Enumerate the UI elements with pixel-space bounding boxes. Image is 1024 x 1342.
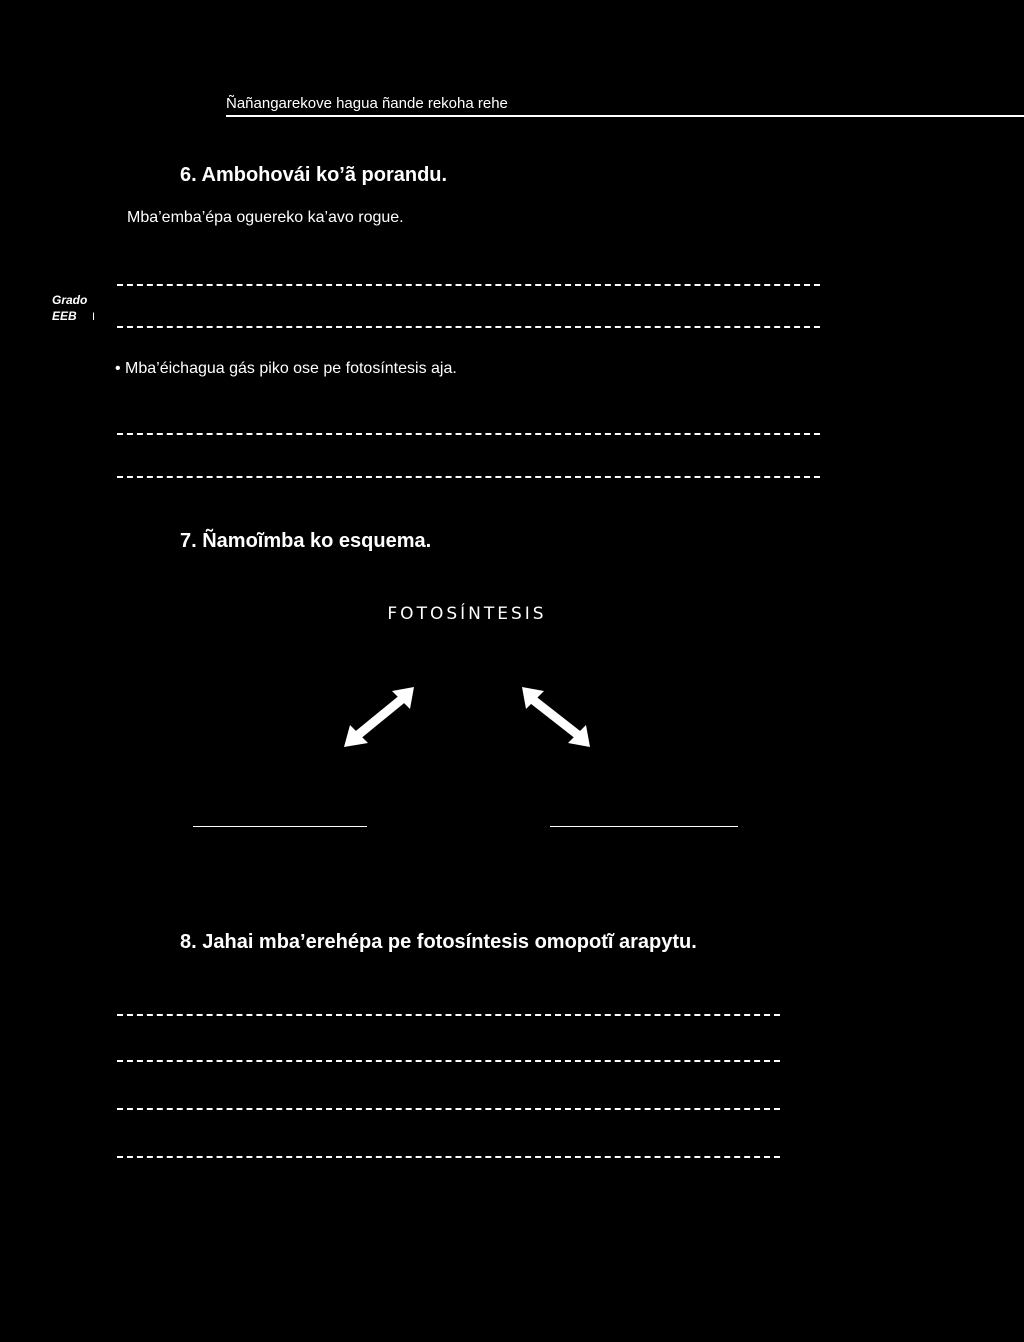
answer-line[interactable] bbox=[117, 1156, 780, 1158]
answer-line[interactable] bbox=[117, 284, 820, 286]
scheme-answer-right-line[interactable] bbox=[550, 826, 738, 827]
header-rule bbox=[226, 115, 1024, 117]
question-6-prompt: Mba’emba’épa oguereko ka’avo rogue. bbox=[127, 209, 404, 226]
answer-line[interactable] bbox=[117, 1014, 780, 1016]
question-6-bullet-prompt: • Mba’éichagua gás piko ose pe fotosíntesis aja. bbox=[115, 360, 457, 377]
scheme-answer-left-line[interactable] bbox=[193, 826, 367, 827]
answer-line[interactable] bbox=[117, 476, 820, 478]
double-arrow-right-icon bbox=[516, 683, 596, 753]
question-8-title: 8. Jahai mba’erehépa pe fotosíntesis omopotĩ arapytu. bbox=[180, 931, 697, 953]
double-arrow-left-icon bbox=[340, 683, 420, 753]
grade-label: Grado bbox=[52, 293, 88, 307]
answer-line[interactable] bbox=[117, 1108, 780, 1110]
answer-line[interactable] bbox=[117, 326, 820, 328]
answer-line[interactable] bbox=[117, 1060, 780, 1062]
question-7-title: 7. Ñamoĩmba ko esquema. bbox=[180, 530, 432, 552]
side-tick: I bbox=[92, 311, 96, 323]
question-6-title: 6. Ambohovái ko’ã porandu. bbox=[180, 164, 448, 186]
answer-line[interactable] bbox=[117, 433, 820, 435]
level-label: EEB bbox=[52, 309, 77, 323]
scheme-title: FOTOSÍNTESIS bbox=[387, 604, 547, 624]
page-header-title: Ñañangarekove hagua ñande rekoha rehe bbox=[226, 95, 508, 112]
